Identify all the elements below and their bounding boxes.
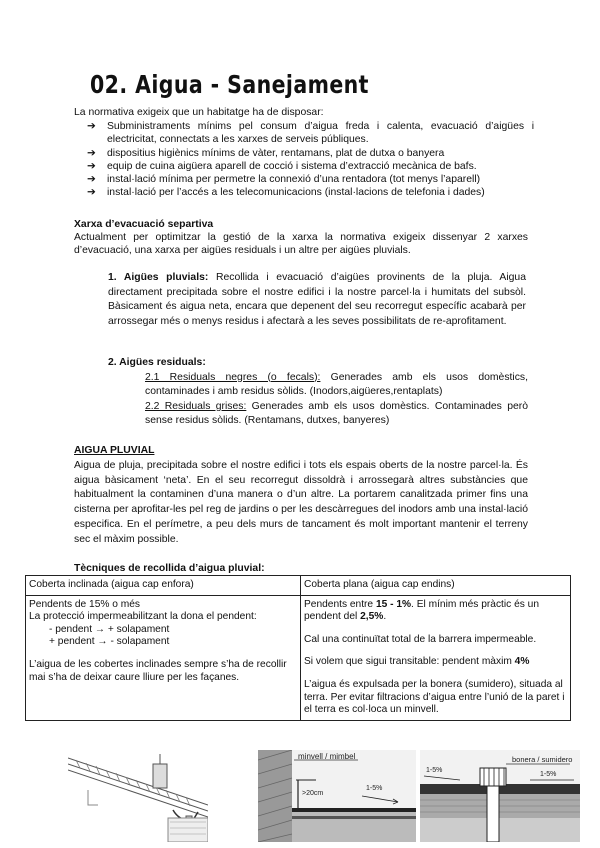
aigua-pluvial-text: Aigua de pluja, precipitada sobre el nostre edifici i tots els espais oberts de la nostre parcel·la. És aigua bàsicament ‘neta’. En el seu recorregut dissoldrà i arrossegarà altres substàncies que habitualment la contaminen d’una manera o d’un altre. La portarem canalitzada primer fins una cisterna per aprofitar-les pel reg de jardins o per les descàrregues del inodors amb una instal·lació especifica. En el perímetre, a peu dels murs de tancament és molt important mantenir el terreny sec el màxim possible. — [74, 459, 528, 545]
requirements-list — [74, 120, 534, 199]
height-label: >20cm — [302, 790, 324, 797]
arrow-icon: ➔ — [87, 121, 96, 133]
table-row — [26, 595, 571, 720]
arrow-icon: ➔ — [87, 174, 96, 186]
minvell-label: minvell / mimbel — [298, 752, 356, 761]
minvell-figure — [258, 750, 416, 842]
arrow-icon: ➔ — [87, 147, 96, 159]
table-row — [26, 576, 571, 596]
slope-right-label: 1-5% — [540, 771, 557, 778]
aigua-pluvial-heading: AIGUA PLUVIAL — [74, 445, 155, 456]
table-cell-plana: Pendents entre 15 - 1%. El mínim més pràctic és un pendent del 2,5%. Cal una continuïtat total de la barrera impermeable. Si volem que sigui transitable: pendent màxim 4% L’aigua és expulsada per la bonera (sumidero), situada al terra. Per evitar filtracions d’aigua entre l’unió de la paret i el terra es col·loca un minvell. — [301, 595, 571, 720]
residuals-grises: 2.2 Residuals grises: Generades amb els usos domèstics. Contaminades però sense residus sòlids. (Rentamans, dutxes, banyeres) — [145, 400, 528, 427]
list-item: ➔ dispositius higiènics mínims de vàter, rentamans, plat de dutxa o banyera — [87, 147, 445, 159]
xarxa-text: Actualment per optimitzar la gestió de la xarxa la normativa exigeix dissenyar 2 xarxes d’evacuació, una xarxa per aigües residuals i un altre per aigües pluvials. — [74, 232, 528, 257]
arrow-icon: ➔ — [87, 160, 96, 172]
bonera-label: bonera / sumidero — [512, 755, 573, 764]
pluvials-section — [108, 271, 526, 329]
tecniques-heading: Tècniques de recollida d’aigua pluvial: — [74, 563, 265, 574]
pluvials-heading: 1. Aigües pluvials: — [108, 272, 209, 283]
list-item: ➔ equip de cuina aigüera aparell de cocció i sistema d’extracció mecànica de bafs. — [87, 160, 477, 172]
arrow-icon: ➔ — [87, 187, 96, 199]
xarxa-section — [74, 218, 528, 258]
intro-section — [74, 106, 534, 199]
inclined-roof-figure — [68, 750, 208, 842]
list-item: ➔ Subministraments mínims pel consum d’aigua freda i calenta, evacuació d’aigües i electricitat, connectats a les xarxes de serveis públiques. — [87, 121, 534, 146]
table-header-cell: Coberta inclinada (aigua cap enfora) — [26, 576, 301, 596]
xarxa-heading: Xarxa d’evacuació separtiva — [74, 219, 214, 230]
pluvials-text: Recollida i evacuació d’aigües provinents de la pluja. Aigua directament precipitada sobre el nostre edifici i la nostre parcel·la i humitats del subsòl. Bàsicament és aigua neta, encara que depenent del seu recorregut específic acabarà per arrossegar més o menys residus i afectarà a les seves possibilitats de re-aprofitament. — [108, 272, 526, 327]
aigua-pluvial-section — [74, 444, 528, 548]
list-item: ➔ instal·lació per l’accés a les telecomunicacions (instal·lacions de telefonia i dades) — [87, 187, 485, 199]
slope-left-label: 1-5% — [426, 767, 443, 774]
tecniques-table — [25, 575, 571, 721]
residuals-heading: 2. Aigües residuals: — [108, 357, 206, 368]
table-header-cell: Coberta plana (aigua cap endins) — [301, 576, 571, 596]
residuals-negres: 2.1 Residuals negres (o fecals): Generades amb els usos domèstics, contaminades i amb residus sòlids. (Inodors,aigüeres,rentaplats) — [145, 371, 528, 398]
list-item: ➔ instal·lació mínima per permetre la connexió d’una rentadora (tot menys l’aparell) — [87, 174, 481, 186]
residuals-section — [108, 356, 528, 429]
intro-lead: La normativa exigeix que un habitatge ha de disposar: — [74, 107, 324, 118]
table-cell-inclinada: Pendents de 15% o més La protecció impermeabilitzant la dona el pendent: - pendent → + solapament + pendent → - solapament L’aigua de les cobertes inclinades sempre s’ha de recollir mai s’ha de deixar caure lliure per les façanes. — [26, 595, 301, 720]
slope-label: 1-5% — [366, 785, 383, 792]
bonera-figure — [420, 750, 580, 842]
page-title: 02. Aigua - Sanejament — [90, 70, 369, 99]
